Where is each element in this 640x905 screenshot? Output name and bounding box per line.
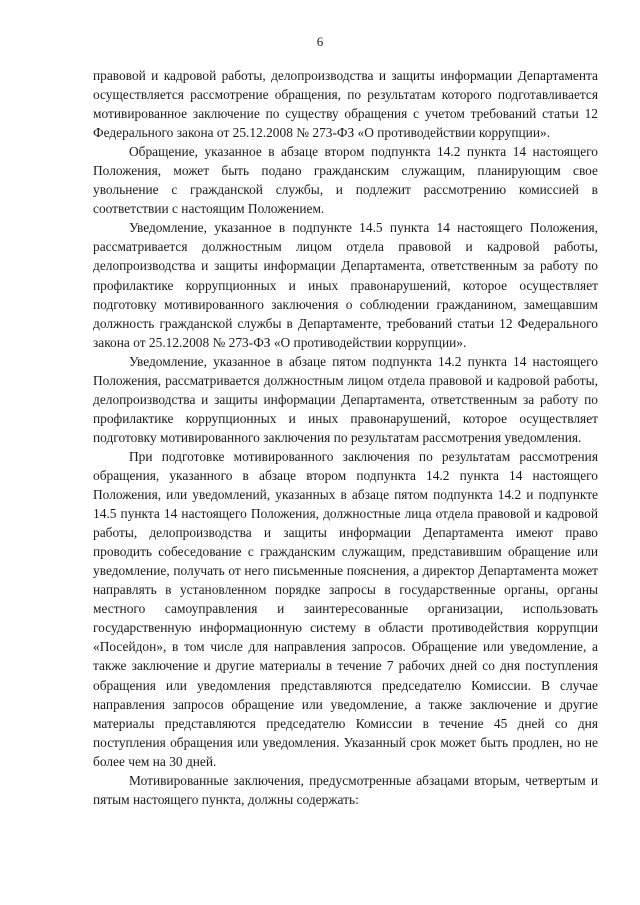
paragraph-podgotovka-zaklyucheniya: При подготовке мотивированного заключения по результатам рассмотрения обращения, указанного в абзаце втором подпункта 14.2 пункта 14 настоящего Положения, или уведомлений, указанных в абзаце пятом подпункта 14.2 и подпункте 14.5 пункта 14 настоящего Положения, должностные лица отдела правовой и кадровой работы, делопроизводства и защиты информации Департамента имеют право проводить собеседование с гражданским служащим, представившим обращение или уведомление, получать от него письменные пояснения, а директор Департамента может направлять в установленном порядке запросы в государственные органы, органы местного самоуправления и заинтересованные организации, использовать государственную информационную систему в области противодействия коррупции «Посейдон», в том числе для направления запросов. Обращение или уведомление, а также заключение и другие материалы в течение 7 рабочих дней со дня поступления обращения или уведомления представляются председателю Комиссии. В случае направления запросов обращение или уведомление, а также заключение и другие материалы представляются председателю Комиссии в течение 45 дней со дня поступления обращения или уведомления. Указанный срок может быть продлен, но не более чем на 30 дней. bbox=[93, 448, 598, 769]
paragraph-uvedomlenie-14-5: Уведомление, указанное в подпункте 14.5 пункта 14 настоящего Положения, рассматривается должностным лицом отдела правовой и кадровой работы, делопроизводства и защиты информации Департамента, ответственным за работу по профилактике коррупционных и иных правонарушений, которое осуществляет подготовку мотивированного заключения о соблюдении гражданином, замещавшим должность гражданской службы в Департаменте, требований статьи 12 Федерального закона от 25.12.2008 № 273-ФЗ «О противодействии коррупции». bbox=[93, 220, 598, 350]
paragraph-obrashchenie: Обращение, указанное в абзаце втором подпункта 14.2 пункта 14 настоящего Положения, может быть подано гражданским служащим, планирующим свое увольнение с гражданской службы, и подлежит рассмотрению комиссией в соответствии с настоящим Положением. bbox=[93, 144, 598, 217]
document-body bbox=[93, 66, 598, 809]
paragraph-uvedomlenie-14-2: Уведомление, указанное в абзаце пятом подпункта 14.2 пункта 14 настоящего Положения, рассматривается должностным лицом отдела правовой и кадровой работы, делопроизводства и защиты информации Департамента, ответственным за работу по профилактике коррупционных и иных правонарушений, которое осуществляет подготовку мотивированного заключения по результатам рассмотрения уведомления. bbox=[93, 353, 598, 445]
paragraph-soderzhanie-zaklyucheniy: Мотивированные заключения, предусмотренные абзацами вторым, четвертым и пятым настоящего пункта, должны содержать: bbox=[93, 772, 598, 807]
paragraph-continuation: правовой и кадровой работы, делопроизводства и защиты информации Департамента осуществляется рассмотрение обращения, по результатам которого подготавливается мотивированное заключение по существу обращения с учетом требований статьи 12 Федерального закона от 25.12.2008 № 273-ФЗ «О противодействии коррупции». bbox=[93, 68, 598, 141]
page-number: 6 bbox=[316, 34, 324, 49]
